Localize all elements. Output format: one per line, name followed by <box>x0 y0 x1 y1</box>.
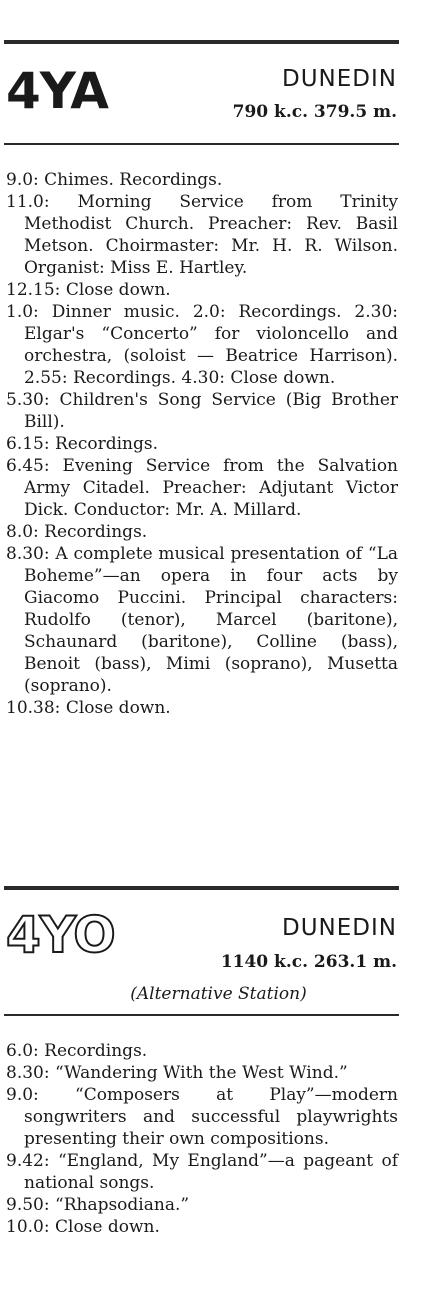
time: 8.30: <box>6 544 50 564</box>
header-rule <box>4 143 399 145</box>
time: 8.0: <box>6 522 39 542</box>
list-item <box>6 389 398 433</box>
list-item <box>6 1150 398 1194</box>
list-item <box>6 433 398 455</box>
header-rule <box>4 1014 399 1016</box>
list-item <box>6 1084 398 1150</box>
item-text: “Wandering With the West Wind.” <box>55 1063 348 1083</box>
time: 9.0: <box>6 1085 39 1105</box>
time: 1.0: <box>6 302 39 322</box>
time: 6.0: <box>6 1041 39 1061</box>
top-rule <box>4 40 399 44</box>
time: 9.50: <box>6 1195 50 1215</box>
item-text: Morning Service from Trinity Methodist Church. Preacher: Rev. Basil Metson. Choirmaster: Mr. H. R. Wilson. Organist: Miss E. Hartley. <box>24 192 399 278</box>
item-text: Close down. <box>65 698 171 718</box>
item-text: Chimes. Recordings. <box>44 170 223 190</box>
city-name: DUNEDIN <box>282 915 397 941</box>
item-text: A complete musical presentation of “La Boheme”—an opera in four acts by Giacomo Puccini. Principal characters: Rudolfo (tenor), Marcel (baritone), Schaunard (baritone), Colline (bass), Benoit (bass), Mimi (soprano), Musetta (soprano). <box>24 544 399 696</box>
item-text: “Rhapsodiana.” <box>55 1195 190 1215</box>
item-text: Children's Song Service (Big Brother Bill). <box>24 390 399 432</box>
list-item <box>6 1040 398 1062</box>
callsign-4yo: 4YO <box>6 906 115 964</box>
program-list-4ya <box>6 169 398 719</box>
program-list-4yo <box>6 1040 398 1238</box>
time: 9.42: <box>6 1151 50 1171</box>
frequency: 790 k.c. 379.5 m. <box>232 102 397 122</box>
section-rule <box>4 886 399 890</box>
time: 12.15: <box>6 280 61 300</box>
time: 11.0: <box>6 192 50 212</box>
time: 9.0: <box>6 170 39 190</box>
item-text: Recordings. <box>44 1041 148 1061</box>
list-item <box>6 521 398 543</box>
item-text: “Composers at Play”—modern songwriters and successful playwrights presenting their own compositions. <box>24 1085 398 1149</box>
station-subtitle: (Alternative Station) <box>130 984 307 1004</box>
list-item <box>6 455 398 521</box>
callsign-4ya: 4YA <box>6 62 108 120</box>
time: 8.30: <box>6 1063 50 1083</box>
item-text: Recordings. <box>44 522 148 542</box>
list-item <box>6 1194 398 1216</box>
item-text: Close down. <box>55 1217 160 1237</box>
list-item <box>6 169 398 191</box>
time: 5.30: <box>6 390 50 410</box>
time: 6.45: <box>6 456 50 476</box>
time: 6.15: <box>6 434 50 454</box>
time: 10.0: <box>6 1217 50 1237</box>
item-text: Dinner music. 2.0: Recordings. 2.30: Elgar's “Concerto” for violoncello and orchestra, (soloist — Beatrice Harrison). 2.55: Recordings. 4.30: Close down. <box>24 302 398 388</box>
time: 10.38: <box>6 698 61 718</box>
list-item <box>6 1216 398 1238</box>
list-item <box>6 1062 398 1084</box>
list-item <box>6 279 398 301</box>
city-name: DUNEDIN <box>282 66 397 92</box>
item-text: Close down. <box>65 280 171 300</box>
frequency: 1140 k.c. 263.1 m. <box>220 952 397 972</box>
list-item <box>6 543 398 697</box>
item-text: Evening Service from the Salvation Army Citadel. Preacher: Adjutant Victor Dick. Conductor: Mr. A. Millard. <box>24 456 399 520</box>
item-text: “England, My England”—a pageant of national songs. <box>24 1151 398 1193</box>
item-text: Recordings. <box>55 434 159 454</box>
list-item <box>6 697 398 719</box>
list-item <box>6 191 398 279</box>
list-item <box>6 301 398 389</box>
